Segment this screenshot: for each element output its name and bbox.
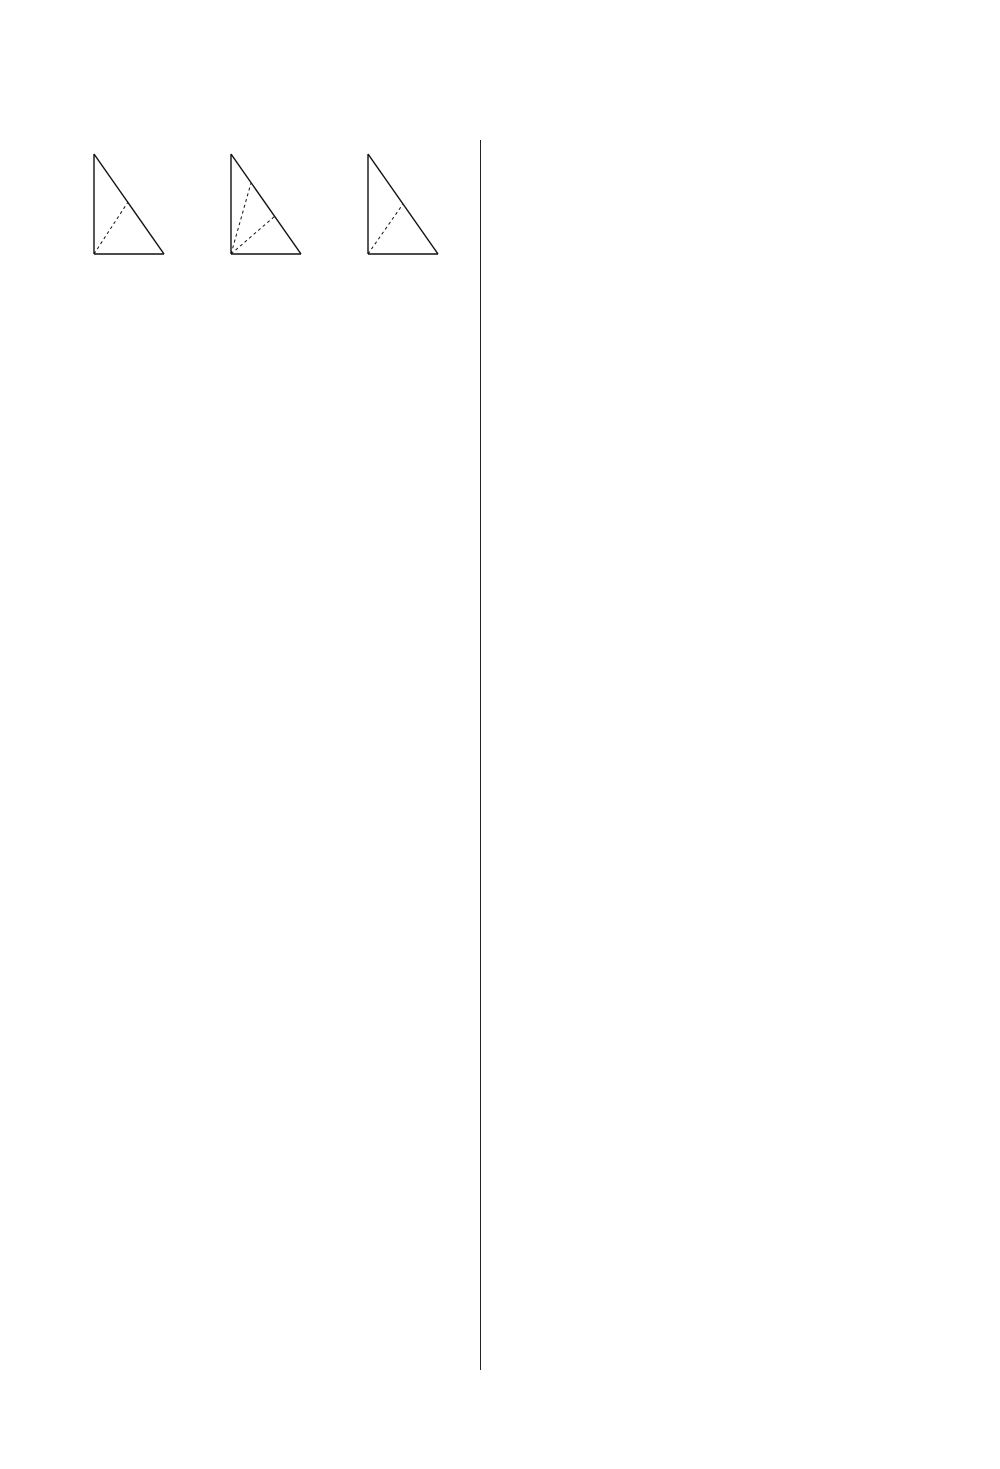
triangle-figure-3 <box>358 148 458 270</box>
triangle-figures <box>66 148 476 270</box>
triangle-figure-2 <box>221 148 321 270</box>
right-column <box>487 144 897 158</box>
watermark-logo <box>822 1365 972 1455</box>
left-column <box>66 144 476 274</box>
triangle-figure-1 <box>84 148 184 270</box>
column-divider <box>480 140 481 1370</box>
